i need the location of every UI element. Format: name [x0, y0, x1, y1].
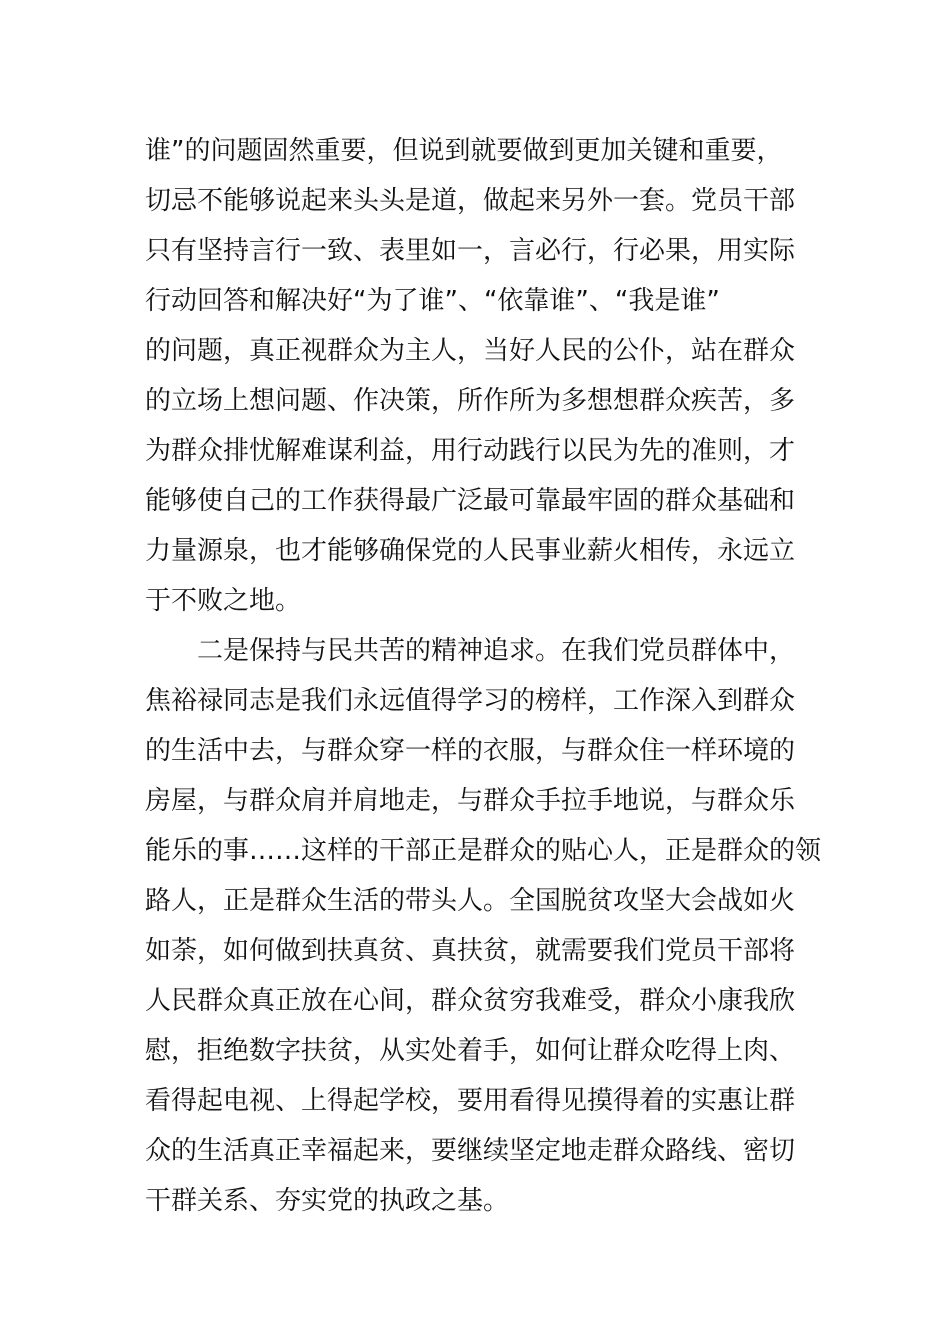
- paragraph-line: 慰，拒绝数字扶贫，从实处着手，如何让群众吃得上肉、: [145, 1036, 796, 1066]
- paragraph-line: 的生活中去，与群众穿一样的衣服，与群众住一样环境的: [145, 736, 796, 766]
- paragraph-line: 众的生活真正幸福起来，要继续坚定地走群众路线、密切: [145, 1136, 796, 1166]
- paragraph-line: 切忌不能够说起来头头是道，做起来另外一套。党员干部: [145, 186, 796, 216]
- paragraph-line: 干群关系、夯实党的执政之基。: [145, 1186, 510, 1216]
- paragraph-line: 只有坚持言行一致、表里如一，言必行，行必果，用实际: [145, 236, 796, 266]
- paragraph-2: [145, 626, 822, 1226]
- paragraph-line: 房屋，与群众肩并肩地走，与群众手拉手地说，与群众乐: [145, 786, 796, 816]
- paragraph-line: 力量源泉，也才能够确保党的人民事业薪火相传，永远立: [145, 536, 796, 566]
- paragraph-line: 行动回答和解决好“为了谁”、“依靠谁”、“我是谁”: [145, 286, 720, 316]
- paragraph-line: 焦裕禄同志是我们永远值得学习的榜样，工作深入到群众: [145, 686, 796, 716]
- paragraph-line: 能够使自己的工作获得最广泛最可靠最牢固的群众基础和: [145, 486, 796, 516]
- paragraph-line: 于不败之地。: [145, 586, 302, 616]
- paragraph-line: 二是保持与民共苦的精神追求。在我们党员群体中，: [197, 636, 796, 666]
- paragraph-line: 人民群众真正放在心间，群众贫穷我难受，群众小康我欣: [145, 986, 796, 1016]
- paragraph-line: 的立场上想问题、作决策，所作所为多想想群众疾苦，多: [145, 386, 796, 416]
- paragraph-line: 如荼，如何做到扶真贫、真扶贫，就需要我们党员干部将: [145, 936, 796, 966]
- paragraph-line: 能乐的事……这样的干部正是群众的贴心人，正是群众的领: [145, 836, 822, 866]
- paragraph-line: 谁”的问题固然重要，但说到就要做到更加关键和重要，: [145, 136, 783, 166]
- paragraph-line: 看得起电视、上得起学校，要用看得见摸得着的实惠让群: [145, 1086, 796, 1116]
- paragraph-1: [145, 126, 815, 626]
- paragraph-line: 为群众排忧解难谋利益，用行动践行以民为先的准则，才: [145, 436, 796, 466]
- paragraph-line: 路人，正是群众生活的带头人。全国脱贫攻坚大会战如火: [145, 886, 796, 916]
- body-text: [145, 126, 822, 1226]
- paragraph-line: 的问题，真正视群众为主人，当好人民的公仆，站在群众: [145, 336, 796, 366]
